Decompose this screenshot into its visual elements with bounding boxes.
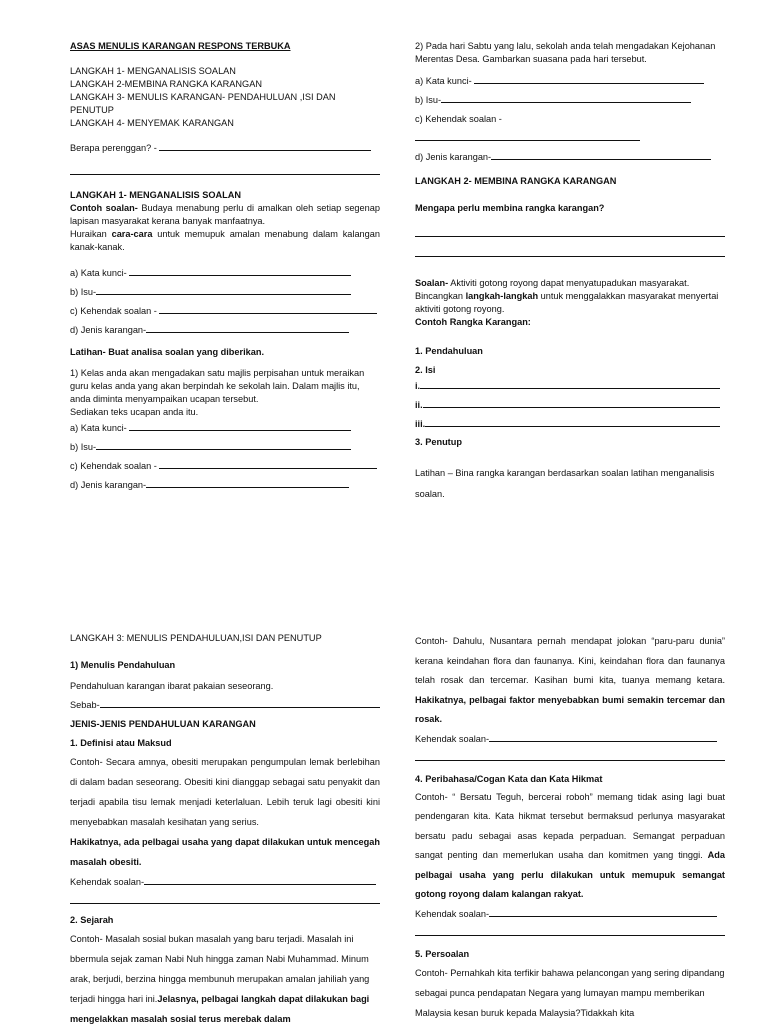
peribahasa-text: Contoh- “ Bersatu Teguh, bercerai roboh” memang tidak asing lagi buat pendengaran kita. Kata hikmat tersebut bermaksud perlunya masyarakat bersatu padu sebagai asas kepada perpaduan. Semangat perpaduan sangat penting dan memerlukan usaha dan komitmen yang tinggi. Ada pelbagai usaha yang perlu dilakukan untuk memupuk semangat gotong royong dalam kalangan rakyat. <box>415 791 725 899</box>
jenis-pendahuluan: JENIS-JENIS PENDAHULUAN KARANGAN <box>70 719 256 729</box>
isu: b) Isu- <box>70 438 380 457</box>
contoh-soalan: Contoh soalan- Budaya menabung perlu di amalkan oleh setiap segenap lapisan masyarakat kerana banyak manfaatnya. <box>70 203 380 226</box>
question-1-b: Sediakan teks ucapan anda itu. <box>70 407 199 417</box>
persoalan-heading: 5. Persoalan <box>415 948 470 959</box>
step-4: LANGKAH 4- MENYEMAK KARANGAN <box>70 118 234 128</box>
contoh-rangka: Contoh Rangka Karangan: <box>415 317 531 327</box>
page-gap <box>0 560 768 580</box>
kehendak-soalan: Kehendak soalan- <box>70 872 380 892</box>
answer-line <box>491 151 711 160</box>
answer-line <box>159 460 377 469</box>
pendahuluan: 1. Pendahuluan <box>415 346 483 356</box>
isu: b) Isu- <box>415 91 725 110</box>
answer-line <box>144 876 376 885</box>
step-3: LANGKAH 3- MENULIS KARANGAN- PENDAHULUAN ,ISI DAN PENUTUP <box>70 92 336 115</box>
isi-item: i. <box>415 377 725 396</box>
step-1: LANGKAH 1- MENGANALISIS SOALAN <box>70 66 236 76</box>
sejarah-text: Contoh- Masalah sosial bukan masalah yang baru terjadi. Masalah ini bbermula sejak zaman Nabi Nuh hingga zaman Nabi Muhammad. Minum arak, berjudi, berzina hingga membunuh merupakan amalan jahiliah yang terjadi hingga hari ini.Jelasnya, pelbagai langkah dapat dilakukan bagi mengelakkan masalah sosial terus merebak dalam <box>70 934 370 1024</box>
answer-line <box>146 324 349 333</box>
answer-line <box>441 94 691 103</box>
definisi-text: Contoh- Secara amnya, obesiti merupakan pengumpulan lemak berlebihan di dalam badan seseorang. Obesiti kini dianggap sebagai satu penyakit dan terjadi apabila tisu lemak menjadi keterlaluan. Lebih teruk lagi obesiti kini menyebabkan masalah kesihatan yang serius. Hakikatnya, ada pelbagai usaha yang dapat dilakukan untuk mencegah masalah obesiti. <box>70 757 380 867</box>
right-column <box>415 40 725 505</box>
section-2-heading: LANGKAH 2- MEMBINA RANGKA KARANGAN <box>415 176 617 186</box>
kata-kunci: a) Kata kunci- <box>70 419 380 438</box>
kehendak-soalan: c) Kehendak soalan - <box>70 302 380 321</box>
pendahuluan-text: Pendahuluan karangan ibarat pakaian seseorang. <box>70 681 274 691</box>
answer-line <box>129 267 351 276</box>
latihan: Latihan- Buat analisa soalan yang diberikan. <box>70 347 265 357</box>
kehendak-soalan: Kehendak soalan- <box>415 730 725 749</box>
left-column <box>70 632 380 1029</box>
answer-line <box>159 142 371 151</box>
menulis-pendahuluan: 1) Menulis Pendahuluan <box>70 660 176 670</box>
answer-line <box>415 132 640 141</box>
page-2 <box>0 580 768 1024</box>
isi-item: iii. <box>415 415 725 434</box>
answer-line <box>96 441 351 450</box>
penutup: 3. Penutup <box>415 437 462 447</box>
isi: 2. Isi <box>415 365 436 375</box>
answer-line <box>423 399 720 408</box>
section-1-heading: LANGKAH 1- MENGANALISIS SOALAN <box>70 190 241 200</box>
question-1: 1) Kelas anda akan mengadakan satu majlis perpisahan untuk meraikan guru kelas anda yang akan berpindah ke sekolah lain. Dalam majlis itu, anda diminta menyampaikan ucapan tersebut. <box>70 368 365 404</box>
answer-line <box>146 479 349 488</box>
answer-line <box>420 380 720 389</box>
answer-line <box>474 75 704 84</box>
sebab: Sebab- <box>70 699 380 712</box>
isi-item: ii. <box>415 396 725 415</box>
contoh-nusantara: Contoh- Dahulu, Nusantara pernah mendapat jolokan “paru-paru dunia” kerana keindahan flora dan faunanya. Kini, keindahan flora dan faunanya telah rosak dan tercemar. Kasihan bumi kita, tuanya memang ketara. Hakikatnya, pelbagai faktor menyebabkan bumi semakin tercemar dan rosak. <box>415 636 725 724</box>
answer-line <box>159 305 377 314</box>
left-column <box>70 40 380 495</box>
latihan-rangka: Latihan – Bina rangka karangan berdasarkan soalan latihan menganalisis soalan. <box>415 468 715 499</box>
kata-kunci: a) Kata kunci- <box>415 72 725 91</box>
persoalan-text: Contoh- Pernahkah kita terfikir bahawa pelancongan yang sering dipandang sebagai punca pendapatan Negara yang lumayan mampu memberikan Malaysia kesan buruk kepada Malaysia?Tidakkah kita <box>415 967 725 1018</box>
answer-line <box>489 908 717 917</box>
definisi-heading: 1. Definisi atau Maksud <box>70 738 172 748</box>
answer-line <box>425 418 720 427</box>
question-2: 2) Pada hari Sabtu yang lalu, sekolah anda telah mengadakan Kejohanan Merentas Desa. Gambarkan suasana pada hari tersebut. <box>415 41 716 64</box>
answer-line <box>129 422 351 431</box>
kehendak-soalan: c) Kehendak soalan - <box>70 457 380 476</box>
jenis-karangan: d) Jenis karangan- <box>70 321 380 340</box>
answer-line <box>96 286 351 295</box>
section-3-heading: LANGKAH 3: MENULIS PENDAHULUAN,ISI DAN PENUTUP <box>70 633 322 643</box>
jenis-karangan: d) Jenis karangan- <box>70 476 380 495</box>
kehendak-soalan: c) Kehendak soalan - <box>415 110 725 148</box>
kata-kunci: a) Kata kunci- <box>70 264 380 283</box>
soalan: Soalan- Aktiviti gotong royong dapat menyatupadukan masyarakat. <box>415 278 690 288</box>
answer-line <box>489 733 717 742</box>
answer-line <box>100 699 380 708</box>
sejarah-heading: 2. Sejarah <box>70 915 114 925</box>
kehendak-soalan: Kehendak soalan- <box>415 905 725 924</box>
jenis-karangan: d) Jenis karangan- <box>415 148 725 167</box>
mengapa: Mengapa perlu membina rangka karangan? <box>415 203 605 213</box>
right-column <box>415 632 725 1023</box>
isu: b) Isu- <box>70 283 380 302</box>
peribahasa-heading: 4. Peribahasa/Cogan Kata dan Kata Hikmat <box>415 773 603 784</box>
berapa-perenggan: Berapa perenggan? - <box>70 142 380 155</box>
bincangkan: Bincangkan langkah-langkah untuk menggalakkan masyarakat menyertai aktiviti gotong royong. <box>415 291 719 314</box>
document-title: ASAS MENULIS KARANGAN RESPONS TERBUKA <box>70 41 291 51</box>
huraikan: Huraikan cara-cara untuk memupuk amalan menabung dalam kalangan kanak-kanak. <box>70 229 380 252</box>
step-2: LANGKAH 2-MEMBINA RANGKA KARANGAN <box>70 79 262 89</box>
